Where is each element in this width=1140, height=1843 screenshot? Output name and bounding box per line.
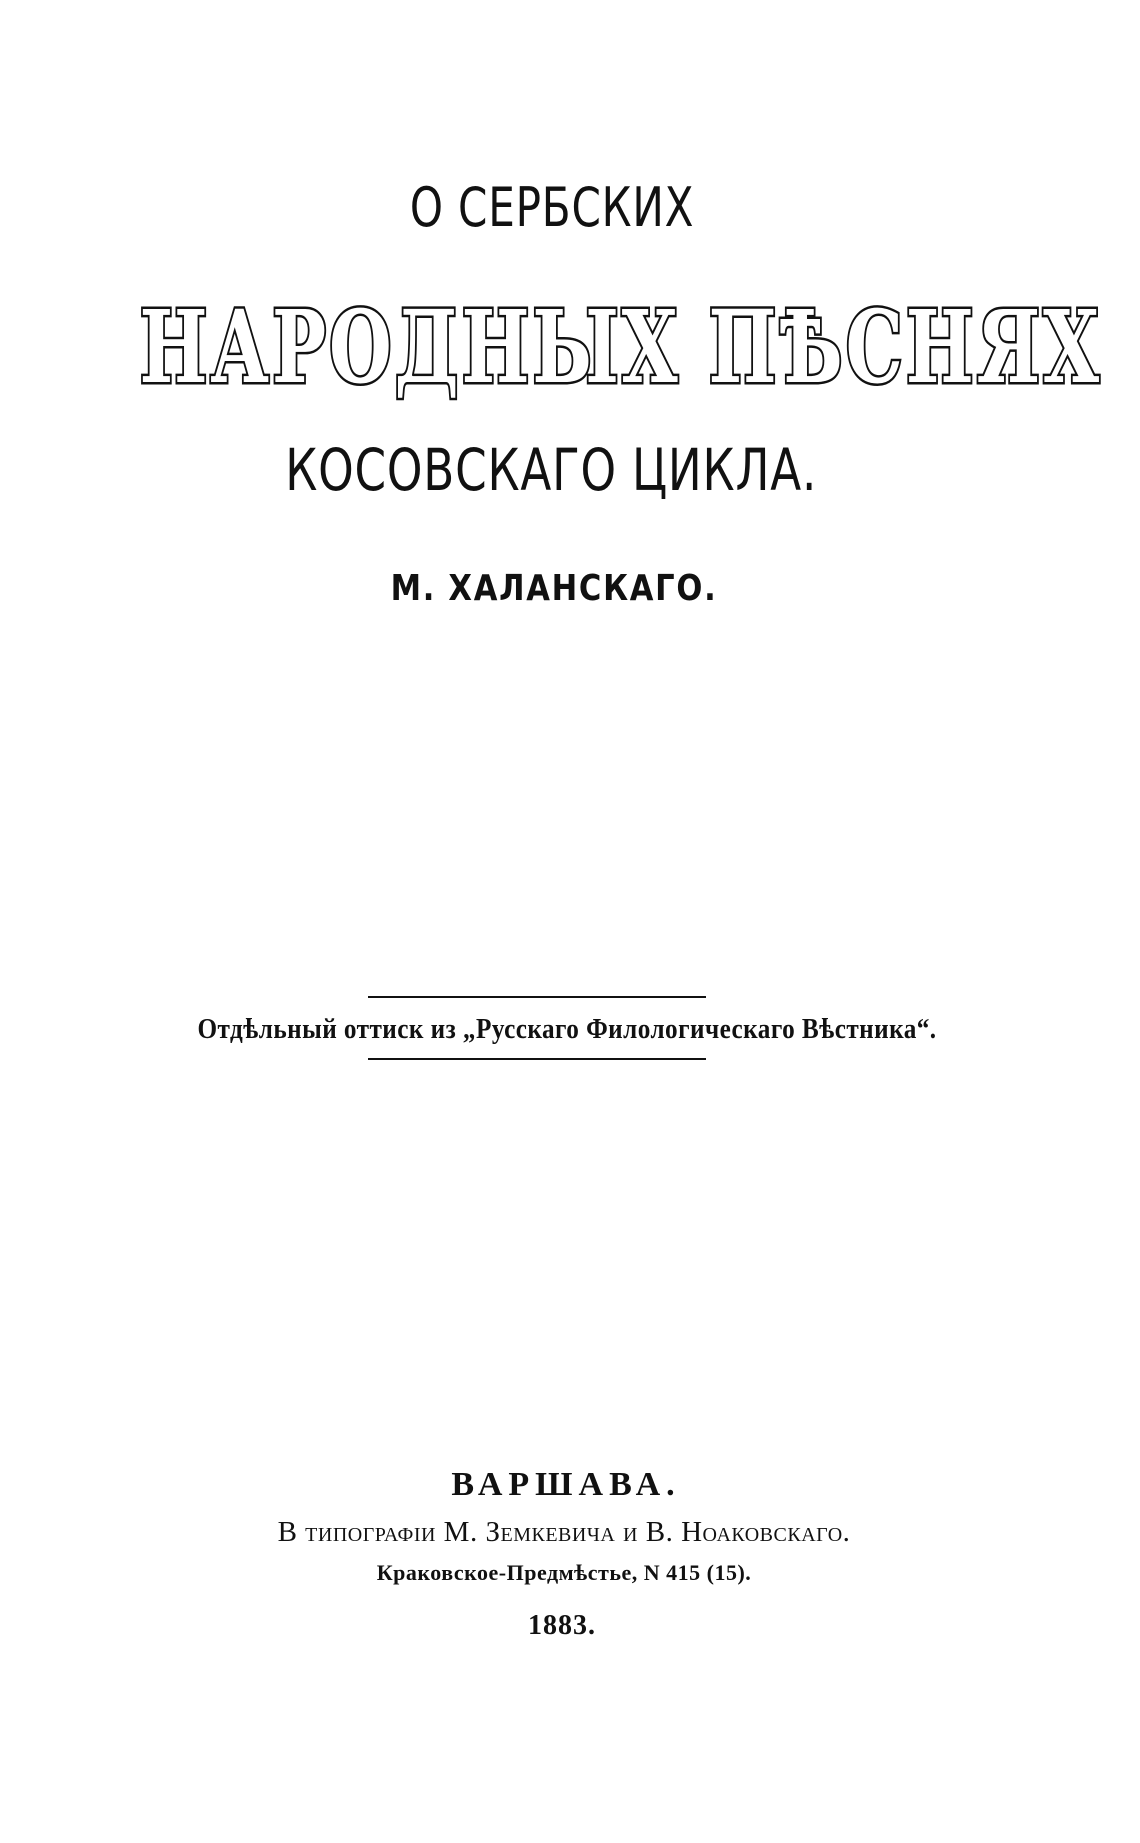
imprint-year: 1883. (528, 1610, 596, 1641)
imprint-city: ВАРШАВА. (451, 1466, 681, 1503)
divider-top (368, 996, 706, 998)
title-line-2: НАРОДНЫХ ПѢСНЯХ (139, 288, 1102, 406)
divider-bottom (368, 1058, 706, 1060)
title-line-1: О СЕРБСКИХ (409, 176, 695, 239)
imprint-address: Краковское-Предмѣстье, N 415 (15). (376, 1560, 752, 1585)
author-line: М. ХАЛАНСКАГО. (390, 568, 718, 609)
imprint-printer: В типографіи М. Земкевича и В. Ноаковскаго. (277, 1516, 851, 1548)
title-line-3: КОСОВСКАГО ЦИКЛА. (285, 436, 818, 504)
offprint-note: Отдѣльный оттиск из „Русскаго Филологическаго Вѣстника“. (197, 1014, 937, 1045)
